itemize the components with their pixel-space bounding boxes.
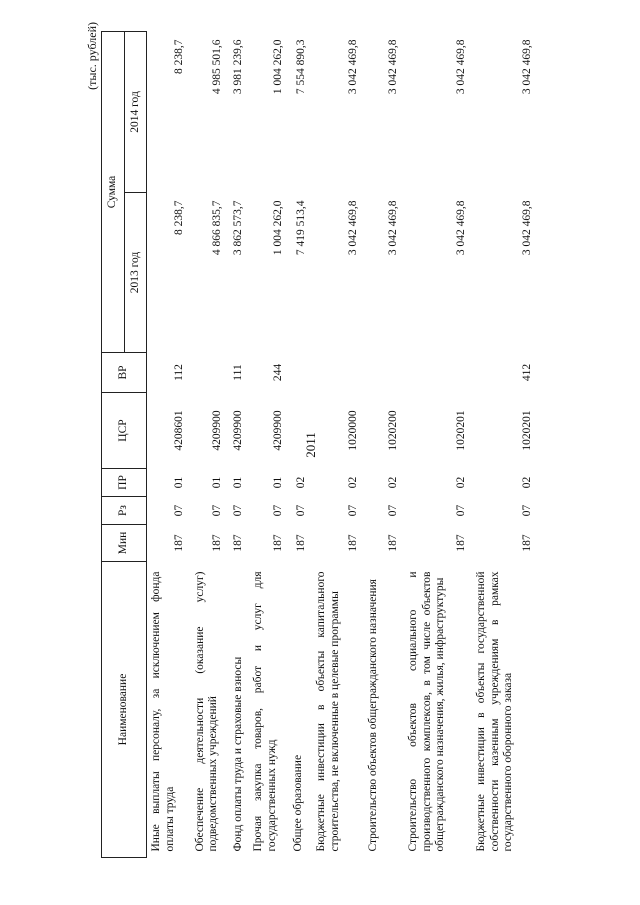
row-rz: 07 xyxy=(271,504,284,517)
row-csr: 1020000 xyxy=(346,410,359,451)
row-vr: 112 xyxy=(172,364,185,381)
units-note: (тыс. рублей) xyxy=(85,22,99,90)
header-name: Наименование xyxy=(102,562,147,858)
row-amount-2014: 3 042 469,8 xyxy=(346,39,359,95)
row-min: 187 xyxy=(520,534,533,552)
row-rz: 07 xyxy=(172,504,185,517)
row-vr: 244 xyxy=(271,363,284,382)
row-pr: 01 xyxy=(172,476,185,489)
row-min: 187 xyxy=(346,534,359,552)
row-min: 187 xyxy=(386,534,399,552)
row-rz: 07 xyxy=(210,504,223,517)
table-row xyxy=(191,31,229,857)
table-row xyxy=(404,31,472,857)
row-name: Строительство объектов социального и производственного комплексов, в том числе объектов общегражданского назначения, жилья, инфраструктуры xyxy=(407,571,447,852)
row-amount-2014: 3 981 239,6 xyxy=(231,39,244,95)
page-number: 2011 xyxy=(303,432,318,458)
row-pr: 02 xyxy=(294,476,307,489)
row-amount-2014: 4 985 501,6 xyxy=(210,39,223,95)
row-csr: 4209900 xyxy=(271,410,284,451)
row-name: Строительство объектов общегражданского назначения xyxy=(367,579,380,852)
row-pr: 02 xyxy=(520,476,533,489)
table-row xyxy=(312,31,364,857)
header-year-2013: 2013 год xyxy=(125,193,147,353)
row-name: Прочая закупка товаров, работ и услуг для государственных нужд xyxy=(252,571,278,852)
row-min: 187 xyxy=(454,534,467,552)
row-pr: 02 xyxy=(346,476,359,489)
row-name: Бюджетные инвестиции в объекты государственной собственности казенным учреждениям в рамках государственного оборонного заказа xyxy=(475,571,515,852)
row-rz: 07 xyxy=(231,504,244,517)
row-name: Фонд оплаты труда и страховые взносы xyxy=(231,656,244,852)
table-row xyxy=(249,31,289,857)
row-pr: 02 xyxy=(386,476,399,489)
row-name: Бюджетные инвестиции в объекты капитального строительства, не включенные в целевые программы xyxy=(315,571,341,852)
row-csr: 1020201 xyxy=(454,410,467,451)
row-min: 187 xyxy=(294,534,307,552)
row-name: Обеспечение деятельности (оказание услуг) подведомственных учреждений xyxy=(193,571,220,852)
row-rz: 07 xyxy=(346,504,359,517)
row-amount-2014: 3 042 469,8 xyxy=(520,39,533,95)
row-pr: 01 xyxy=(231,476,244,489)
row-vr xyxy=(289,353,312,393)
row-name: Иные выплаты персоналу, за исключением фонда оплаты труда xyxy=(150,571,176,852)
row-amount-2013: 3 042 469,8 xyxy=(520,200,533,256)
row-vr xyxy=(191,353,229,393)
row-rz: 07 xyxy=(386,504,399,517)
budget-table xyxy=(101,31,538,858)
row-csr: 4209900 xyxy=(231,410,244,451)
rotated-content xyxy=(84,18,534,858)
row-amount-2014: 3 042 469,8 xyxy=(386,39,399,95)
table-row xyxy=(147,31,191,857)
row-csr xyxy=(289,393,312,469)
row-amount-2013: 7 419 513,4 xyxy=(294,200,307,256)
row-amount-2013: 4 866 835,7 xyxy=(210,200,223,256)
row-vr: 412 xyxy=(520,363,533,382)
row-min: 187 xyxy=(231,534,244,552)
header-vr: ВР xyxy=(102,353,147,393)
row-vr xyxy=(364,353,404,393)
row-min: 187 xyxy=(271,534,284,552)
table-row xyxy=(472,31,538,857)
table-row xyxy=(229,31,250,857)
row-csr: 4209900 xyxy=(210,410,223,451)
row-amount-2013: 8 238,7 xyxy=(172,200,185,235)
row-rz: 07 xyxy=(294,504,307,517)
row-vr: 111 xyxy=(231,364,244,381)
row-csr: 4208601 xyxy=(172,410,185,451)
row-amount-2014: 8 238,7 xyxy=(172,39,185,74)
row-vr xyxy=(312,353,364,393)
row-vr xyxy=(404,353,472,393)
row-pr: 01 xyxy=(271,476,284,489)
table-row xyxy=(289,31,312,857)
row-amount-2014: 3 042 469,8 xyxy=(454,39,467,95)
header-min: Мин xyxy=(102,525,147,562)
row-amount-2014: 7 554 890,3 xyxy=(294,39,307,95)
row-amount-2013: 3 042 469,8 xyxy=(386,200,399,256)
row-amount-2013: 1 004 262,0 xyxy=(271,200,284,256)
header-sum: Сумма xyxy=(102,31,125,352)
row-amount-2013: 3 862 573,7 xyxy=(231,200,244,256)
table-row xyxy=(364,31,404,857)
row-amount-2013: 3 042 469,8 xyxy=(454,200,467,256)
row-amount-2013: 3 042 469,8 xyxy=(346,200,359,256)
header-csr: ЦСР xyxy=(102,393,147,469)
row-pr: 02 xyxy=(454,476,467,489)
row-min: 187 xyxy=(210,534,223,552)
header-rz: Рз xyxy=(102,497,147,525)
row-min: 187 xyxy=(172,534,185,552)
header-pr: ПР xyxy=(102,469,147,497)
row-csr: 1020201 xyxy=(520,410,533,451)
row-csr: 1020200 xyxy=(386,410,399,451)
row-rz: 07 xyxy=(454,504,467,517)
row-rz: 07 xyxy=(520,504,533,517)
row-name: Общее образование xyxy=(292,754,305,852)
row-amount-2014: 1 004 262,0 xyxy=(271,39,284,95)
row-pr: 01 xyxy=(210,476,223,489)
header-year-2014: 2014 год xyxy=(125,31,147,192)
